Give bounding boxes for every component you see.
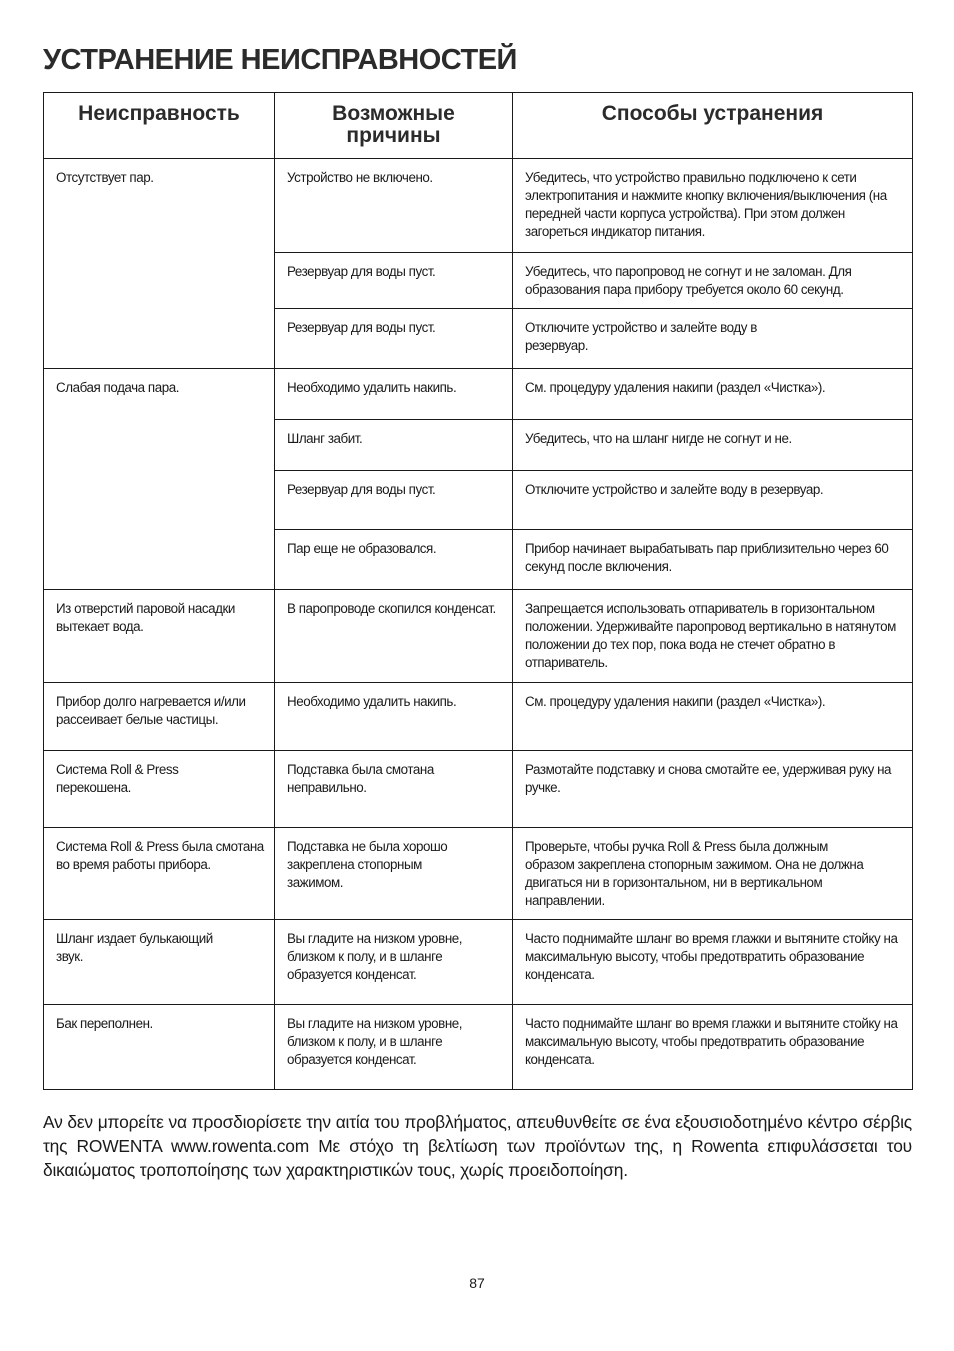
solution-cell: Проверьте, чтобы ручка Roll & Press была должным образом закреплена стопорным зажимом. Она не должна двигаться ни в горизонтальном, ни в вертикальном направлении.	[513, 828, 913, 920]
table-row	[44, 683, 913, 751]
cause-cell: Резервуар для воды пуст.	[275, 309, 513, 369]
cause-cell: Пар еще не образовался.	[275, 530, 513, 590]
cause-cell: Подставка была смотана неправильно.	[275, 751, 513, 828]
page-number: 87	[469, 1275, 485, 1291]
table-row	[44, 920, 913, 1005]
table-row	[44, 828, 913, 920]
solution-cell: Отключите устройство и залейте воду в резервуар.	[513, 309, 913, 369]
problem-cell: Из отверстий паровой насадки вытекает вода.	[44, 590, 275, 683]
problem-cell: Система Roll & Press перекошена.	[44, 751, 275, 828]
table-header-row	[44, 93, 913, 159]
header-solutions: Способы устранения	[513, 93, 913, 159]
cause-cell: Шланг забит.	[275, 420, 513, 471]
cause-cell: Вы гладите на низком уровне, близком к полу, и в шланге образуется конденсат.	[275, 1005, 513, 1090]
problem-cell: Система Roll & Press была смотана во время работы прибора.	[44, 828, 275, 920]
troubleshooting-table	[43, 92, 913, 1090]
solution-cell: Запрещается использовать отпариватель в горизонтальном положении. Удерживайте паропровод вертикально в натянутом положении до тех пор, пока вода не стечет обратно в отпариватель.	[513, 590, 913, 683]
problem-cell: Прибор долго нагревается и/или рассеивает белые частицы.	[44, 683, 275, 751]
cause-cell: Подставка не была хорошо закреплена стопорным зажимом.	[275, 828, 513, 920]
table-row	[44, 159, 913, 253]
solution-cell: Убедитесь, что устройство правильно подключено к сети электропитания и нажмите кнопку включения/выключения (на передней части корпуса устройства). При этом должен загореться индикатор питания.	[513, 159, 913, 253]
cause-cell: Устройство не включено.	[275, 159, 513, 253]
table-row	[44, 590, 913, 683]
header-problem: Неисправность	[44, 93, 275, 159]
table-row	[44, 1005, 913, 1090]
solution-cell: Часто поднимайте шланг во время глажки и вытяните стойку на максимальную высоту, чтобы предотвратить образование конденсата.	[513, 1005, 913, 1090]
problem-cell: Отсутствует пар.	[44, 159, 275, 369]
solution-cell: Часто поднимайте шланг во время глажки и вытяните стойку на максимальную высоту, чтобы предотвратить образование конденсата.	[513, 920, 913, 1005]
cause-cell: Необходимо удалить накипь.	[275, 369, 513, 420]
solution-cell: Размотайте подставку и снова смотайте ее, удерживая руку на ручке.	[513, 751, 913, 828]
solution-cell: Убедитесь, что на шланг нигде не согнут и не.	[513, 420, 913, 471]
table-row	[44, 751, 913, 828]
problem-cell: Бак переполнен.	[44, 1005, 275, 1090]
cause-cell: Необходимо удалить накипь.	[275, 683, 513, 751]
service-notice: Αν δεν μπορείτε να προσδιορίσετε την αιτία του προβλήματος, απευθυνθείτε σε ένα εξουσιοδοτημένο κέντρο σέρβις της ROWENTA www.rowenta.com Με στόχο τη βελτίωση των προϊόντων της, η Rowenta επιφυλάσσεται του δικαιώματος τροποποίησης των χαρακτηριστικών τους, χωρίς προειδοποίηση.	[43, 1112, 912, 1180]
header-causes: Возможные причины	[275, 93, 513, 159]
cause-cell: Резервуар для воды пуст.	[275, 471, 513, 530]
solution-cell: Отключите устройство и залейте воду в резервуар.	[513, 471, 913, 530]
cause-cell: Резервуар для воды пуст.	[275, 253, 513, 309]
page-title: УСТРАНЕНИЕ НЕИСПРАВНОСТЕЙ	[43, 44, 517, 76]
problem-cell: Слабая подача пара.	[44, 369, 275, 590]
solution-cell: Прибор начинает вырабатывать пар приблизительно через 60 секунд после включения.	[513, 530, 913, 590]
solution-cell: Убедитесь, что паропровод не согнут и не заломан. Для образования пара прибору требуется около 60 секунд.	[513, 253, 913, 309]
table-row	[44, 369, 913, 420]
cause-cell: Вы гладите на низком уровне, близком к полу, и в шланге образуется конденсат.	[275, 920, 513, 1005]
problem-cell: Шланг издает булькающий звук.	[44, 920, 275, 1005]
solution-cell: См. процедуру удаления накипи (раздел «Чистка»).	[513, 369, 913, 420]
cause-cell: В паропроводе скопился конденсат.	[275, 590, 513, 683]
solution-cell: См. процедуру удаления накипи (раздел «Чистка»).	[513, 683, 913, 751]
